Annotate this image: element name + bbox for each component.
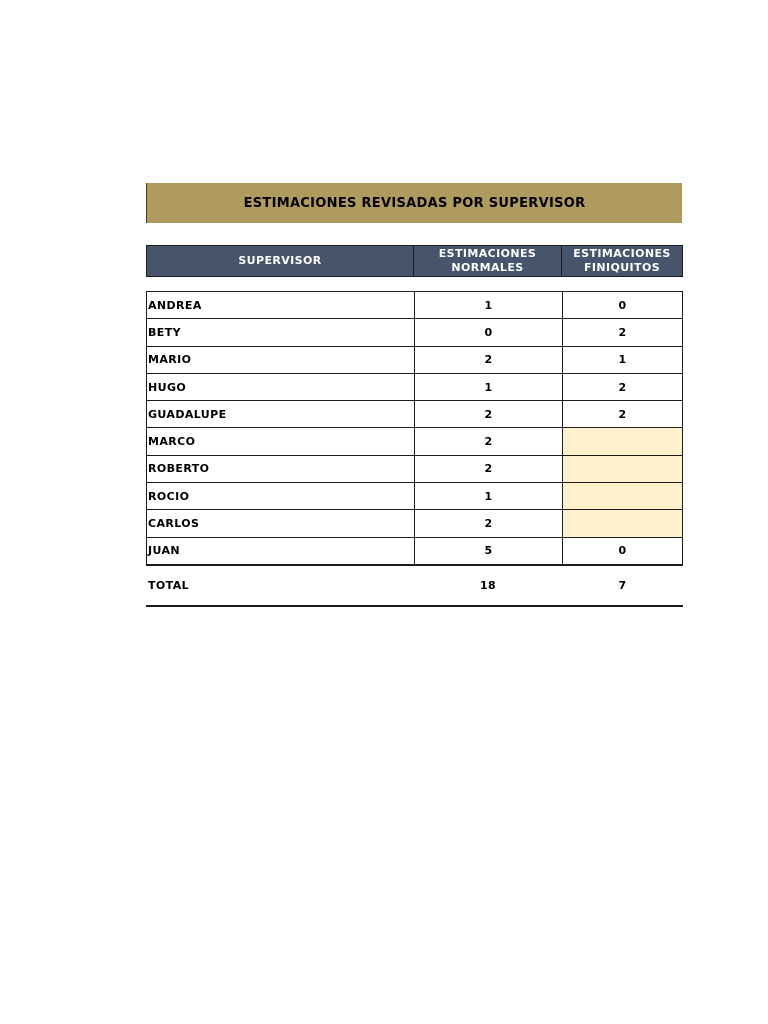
normales-count: 0 (415, 319, 563, 346)
finiquitos-count: 2 (563, 401, 683, 428)
supervisor-name: ROCIO (147, 483, 415, 510)
finiquitos-count: 0 (563, 537, 683, 565)
normales-count: 5 (415, 537, 563, 565)
normales-count: 1 (415, 292, 563, 319)
supervisor-table (146, 291, 683, 566)
supervisor-name: GUADALUPE (147, 401, 415, 428)
table-header (146, 245, 683, 277)
finiquitos-count-empty (563, 483, 683, 510)
normales-count: 2 (415, 510, 563, 537)
table-row (147, 319, 683, 346)
total-label: TOTAL (148, 579, 190, 592)
supervisor-name: JUAN (147, 537, 415, 565)
table-row (147, 537, 683, 565)
finiquitos-count: 1 (563, 346, 683, 373)
supervisor-name: MARCO (147, 428, 415, 455)
total-normales: 18 (479, 579, 497, 592)
supervisor-name: BETY (147, 319, 415, 346)
report-title: ESTIMACIONES REVISADAS POR SUPERVISOR (146, 183, 682, 223)
table-row (147, 455, 683, 482)
supervisor-name: MARIO (147, 346, 415, 373)
total-finiquitos: 7 (618, 579, 627, 592)
supervisor-name: ANDREA (147, 292, 415, 319)
header-supervisor: SUPERVISOR (147, 246, 414, 276)
finiquitos-count: 0 (563, 292, 683, 319)
table-row (147, 483, 683, 510)
finiquitos-count: 2 (563, 319, 683, 346)
finiquitos-count-empty (563, 455, 683, 482)
table-row (147, 346, 683, 373)
normales-count: 1 (415, 483, 563, 510)
normales-count: 2 (415, 401, 563, 428)
finiquitos-count-empty (563, 510, 683, 537)
normales-count: 2 (415, 428, 563, 455)
supervisor-name: HUGO (147, 373, 415, 400)
normales-count: 2 (415, 346, 563, 373)
table-row (147, 510, 683, 537)
table-row (147, 428, 683, 455)
supervisor-name: CARLOS (147, 510, 415, 537)
table-row (147, 373, 683, 400)
supervisor-name: ROBERTO (147, 455, 415, 482)
finiquitos-count-empty (563, 428, 683, 455)
normales-count: 1 (415, 373, 563, 400)
normales-count: 2 (415, 455, 563, 482)
finiquitos-count: 2 (563, 373, 683, 400)
table-row (147, 292, 683, 319)
header-estimaciones-finiquitos: ESTIMACIONES FINIQUITOS (573, 247, 671, 274)
total-row (146, 566, 683, 607)
table-row (147, 401, 683, 428)
header-estimaciones-normales: ESTIMACIONES NORMALES (414, 246, 562, 276)
